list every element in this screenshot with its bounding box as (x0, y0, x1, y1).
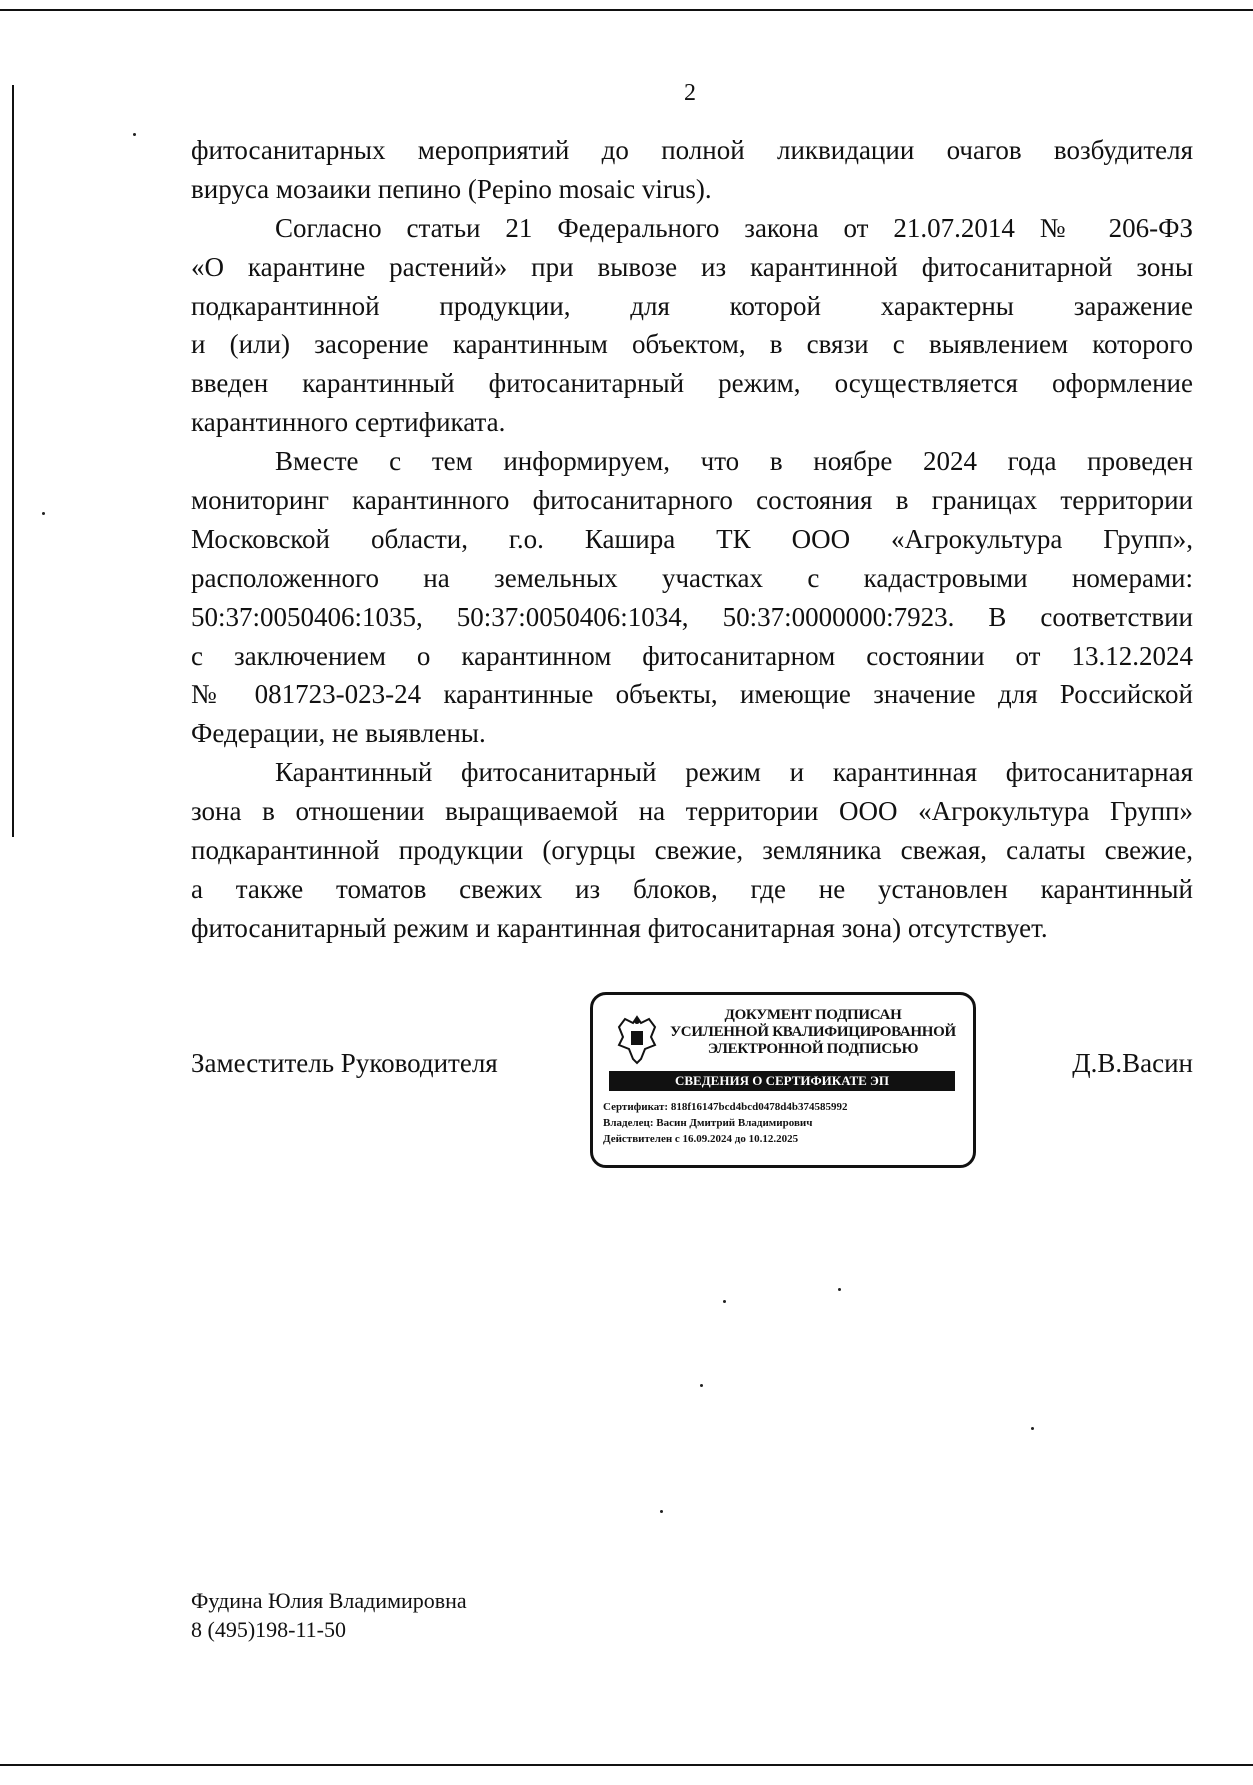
paragraph-line: карантинного сертификата. (191, 407, 506, 438)
scan-speck (42, 512, 45, 515)
signatory-position: Заместитель Руководителя (191, 1048, 498, 1078)
signatory-name: Д.В.Васин (1072, 1048, 1193, 1078)
bottom-border (0, 1764, 1253, 1766)
page-number: 2 (684, 80, 696, 106)
paragraph-line: Согласно статьи 21 Федерального закона от 21.07.2014 № 206-ФЗ (275, 212, 1193, 243)
paragraph-line: с заключением о карантинном фитосанитарном состоянии от 13.12.2024 (191, 640, 1193, 671)
paragraph-line: а также томатов свежих из блоков, где не установлен карантинный (191, 873, 1193, 904)
stamp-certificate: Сертификат: 818f16147bcd4bcd0478d4b374585992 (603, 1101, 848, 1113)
scan-speck (700, 1384, 703, 1387)
paragraph-line: мониторинг карантинного фитосанитарного состояния в границах территории (191, 485, 1193, 516)
paragraph-line: Вместе с тем информируем, что в ноябре 2024 года проведен (275, 446, 1193, 477)
stamp-info (603, 1099, 847, 1147)
stamp-validity: Действителен с 16.09.2024 до 10.12.2025 (603, 1133, 799, 1145)
scan-speck (838, 1288, 841, 1291)
document-body (191, 131, 1193, 948)
contact-phone: 8 (495)198-11-50 (191, 1617, 346, 1642)
paragraph-line: «О карантине растений» при вывозе из карантинной фитосанитарной зоны (191, 251, 1193, 282)
stamp-owner: Владелец: Васин Дмитрий Владимирович (603, 1117, 813, 1129)
stamp-heading-line: УСИЛЕННОЙ КВАЛИФИЦИРОВАННОЙ (670, 1024, 956, 1040)
contact-block (191, 1586, 467, 1644)
top-border (0, 9, 1253, 11)
contact-name: Фудина Юлия Владимировна (191, 1588, 467, 1613)
electronic-signature-stamp (590, 992, 976, 1168)
paragraph-line: подкарантинной продукции (огурцы свежие, земляника свежая, салаты свежие, (191, 835, 1193, 866)
paragraph-line: Федерации, не выявлены. (191, 718, 486, 749)
paragraph-line: и (или) засорение карантинным объектом, в связи с выявлением которого (191, 329, 1193, 360)
paragraph-line: вируса мозаики пепино (Pepino mosaic virus). (191, 173, 712, 204)
paragraph-line: фитосанитарный режим и карантинная фитосанитарная зона) отсутствует. (191, 912, 1048, 943)
stamp-heading-line: ЭЛЕКТРОННОЙ ПОДПИСЬЮ (707, 1041, 919, 1057)
paragraph-line: введен карантинный фитосанитарный режим, осуществляется оформление (191, 368, 1193, 399)
paragraph-line: Московской области, г.о. Кашира ТК ООО «Агрокультура Групп», (191, 523, 1193, 554)
scan-speck (133, 133, 136, 136)
russian-coat-of-arms-icon (615, 1013, 659, 1065)
paragraph-line: расположенного на земельных участках с кадастровыми номерами: (191, 562, 1193, 593)
stamp-heading (663, 1007, 963, 1058)
paragraph-line: Карантинный фитосанитарный режим и карантинная фитосанитарная (275, 757, 1193, 788)
scan-speck (723, 1300, 726, 1303)
paragraph-line: зона в отношении выращиваемой на территории ООО «Агрокультура Групп» (191, 796, 1193, 827)
left-border (12, 85, 14, 837)
paragraph-line: фитосанитарных мероприятий до полной ликвидации очагов возбудителя (191, 135, 1193, 165)
stamp-certificate-bar: СВЕДЕНИЯ О СЕРТИФИКАТЕ ЭП (609, 1071, 955, 1091)
scan-speck (660, 1510, 663, 1513)
paragraph-line: № 081723-023-24 карантинные объекты, имеющие значение для Российской (191, 679, 1193, 710)
stamp-heading-line: ДОКУМЕНТ ПОДПИСАН (724, 1007, 902, 1023)
scan-speck (1031, 1427, 1034, 1430)
paragraph-line: 50:37:0050406:1035, 50:37:0050406:1034, 50:37:0000000:7923. В соответствии (191, 601, 1193, 632)
paragraph-line: подкарантинной продукции, для которой характерны заражение (191, 290, 1193, 321)
